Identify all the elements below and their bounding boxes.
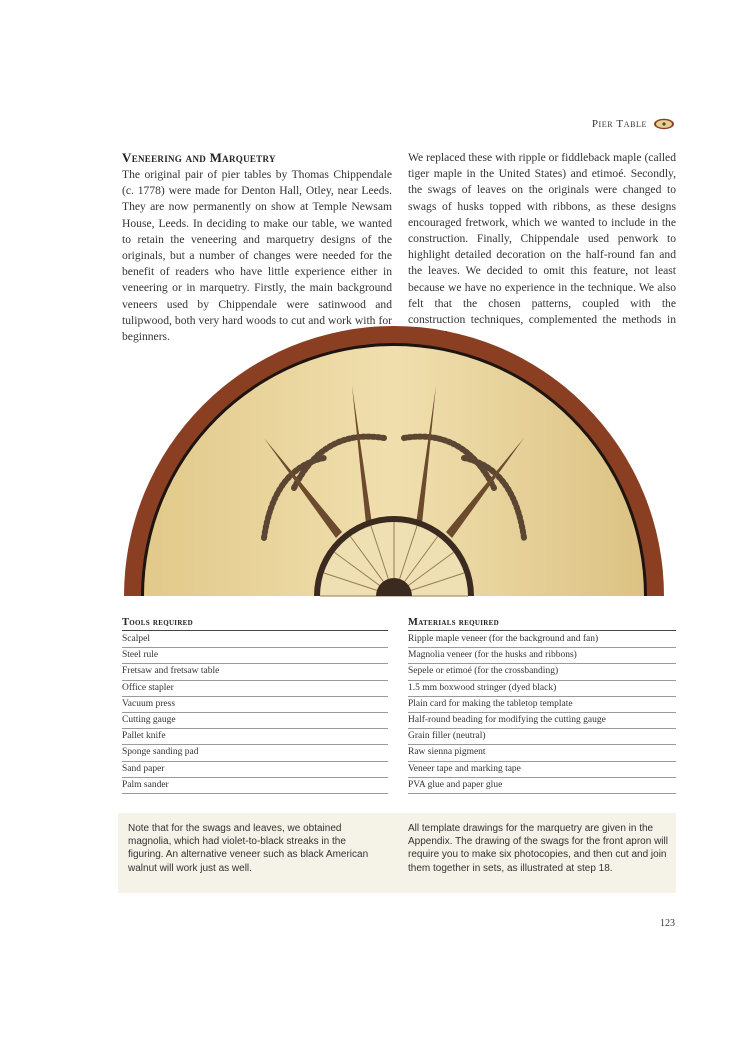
tools-item: Vacuum press <box>122 697 388 713</box>
materials-item: Sepele or etimoé (for the crossbanding) <box>408 664 676 680</box>
veneer-note: Note that for the swags and leaves, we obtained magnolia, which had violet-to-black streaks in the figuring. An alternative veneer such as black American walnut will work just as well. <box>128 823 369 874</box>
running-title: Pier Table <box>591 118 647 130</box>
tools-heading: Tools required <box>122 617 388 631</box>
half-round-marquetry-fan <box>124 318 664 598</box>
materials-item: Grain filler (neutral) <box>408 729 676 745</box>
materials-item: Half-round beading for modifying the cutting gauge <box>408 713 676 729</box>
fan-ornament-icon <box>653 118 675 130</box>
materials-item: Raw sienna pigment <box>408 745 676 761</box>
running-head <box>592 118 675 130</box>
materials-list <box>408 632 676 794</box>
tools-item: Scalpel <box>122 632 388 648</box>
right-column <box>408 150 676 344</box>
materials-item: Magnolia veneer (for the husks and ribbons) <box>408 648 676 664</box>
materials-item: 1.5 mm boxwood stringer (dyed black) <box>408 681 676 697</box>
tools-table <box>122 617 388 794</box>
materials-table <box>408 617 676 794</box>
tools-list <box>122 632 388 794</box>
tools-item: Cutting gauge <box>122 713 388 729</box>
materials-item: PVA glue and paper glue <box>408 778 676 794</box>
tools-item: Pallet knife <box>122 729 388 745</box>
template-note: All template drawings for the marquetry are given in the Appendix. The drawing of the swags for the front apron will require you to make six photocopies, and then cut and join them together in sets, as illustrated at step 18. <box>408 823 668 874</box>
section-heading: Veneering and Marquetry <box>122 150 276 165</box>
tools-item: Office stapler <box>122 681 388 697</box>
tools-item: Fretsaw and fretsaw table <box>122 664 388 680</box>
tools-item: Sponge sanding pad <box>122 745 388 761</box>
left-column <box>122 150 392 345</box>
right-column-text: We replaced these with ripple or fiddleback maple (called tiger maple in the United States) and etimoé. Secondly, the swags of leaves on the originals were changed to swags of husks topped with ribbons, as these designs encouraged fretwork, which we wanted to include in the construction. Finally, Chippendale used penwork to highlight detailed decoration on the half-round fan and the leaves. We decided to omit this feature, not least because we have no experience in the technique. We also felt that the chosen patterns, coupled with the construction techniques, complemented the methods in <box>408 151 676 327</box>
materials-heading: Materials required <box>408 617 676 631</box>
materials-item: Plain card for making the tabletop template <box>408 697 676 713</box>
materials-item: Ripple maple veneer (for the background and fan) <box>408 632 676 648</box>
left-column-text: The original pair of pier tables by Thomas Chippendale (c. 1778) were made for Denton Hall, Otley, near Leeds. They are now permanently on show at Temple Newsam House, Leeds. In deciding to make our table, we wanted to retain the veneering and marquetry designs of the originals, but a number of changes were needed for the benefit of readers who have little experience either in veneering or in marquetry. Firstly, the main background veneers used by Chippendale were satinwood and tulipwood, both very hard woods to cut and work with for beginners. <box>122 168 392 344</box>
tools-item: Steel rule <box>122 648 388 664</box>
materials-item: Veneer tape and marking tape <box>408 762 676 778</box>
tools-item: Palm sander <box>122 778 388 794</box>
tools-item: Sand paper <box>122 762 388 778</box>
page-number: 123 <box>660 918 675 929</box>
